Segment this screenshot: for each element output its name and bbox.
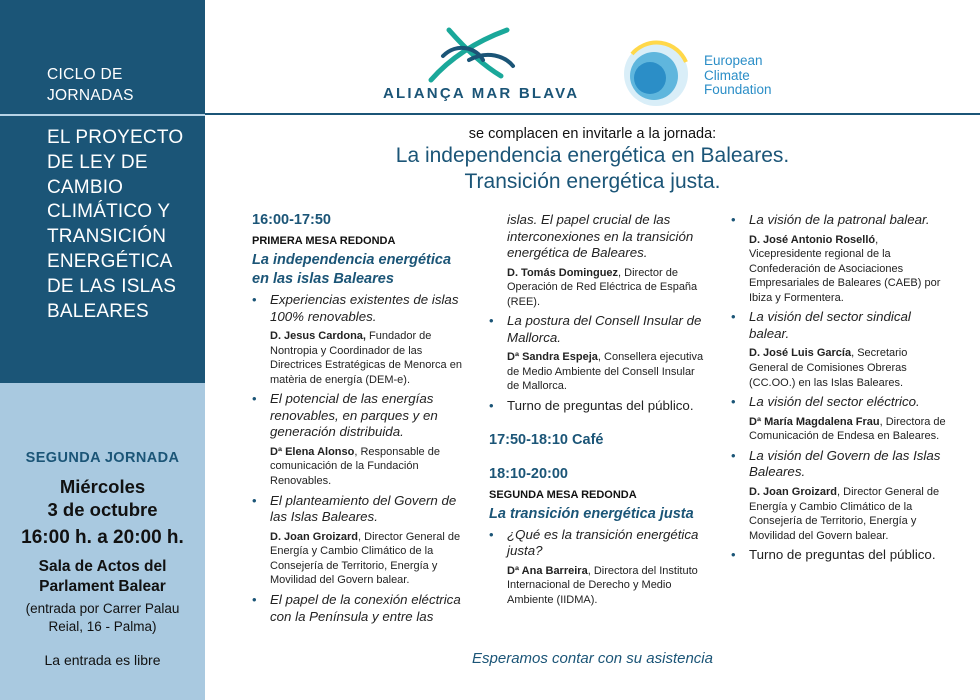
series-panel [0, 0, 205, 383]
speaker: Dª Elena Alonso, Responsable de comunicación de la Fundación Renovables. [270, 445, 440, 488]
program-column-1 [252, 212, 467, 625]
topic: La visión del sector eléctrico. [749, 394, 920, 410]
topic: ¿Qué es la transición energética justa? [507, 526, 699, 559]
questions-turn: Turno de preguntas del público. [507, 398, 694, 414]
bullet-icon: • [731, 212, 736, 227]
header-divider [205, 113, 980, 115]
topic: La postura del Consell Insular de Mallorca. [507, 313, 702, 345]
event-title: La independencia energética en Baleares. Transición energética justa. [395, 144, 790, 193]
session-time: 18:10-20:00 [489, 465, 568, 482]
speaker: D. José Luis García, Secretario General de Comisiones Obreras (CC.OO.) en las Islas Baleares. [749, 347, 908, 389]
bullet-icon: • [252, 592, 257, 608]
program-item [731, 309, 946, 390]
speaker: D. Joan Groizard, Director General de Energía y Cambio Climático de la Consejería de Territorio, Energía y Movilidad del Govern balear. [749, 485, 940, 542]
alianca-mar-blava-wordmark: ALIANÇA MAR BLAVA [383, 85, 580, 102]
speaker: Dª Sandra Espeja, Consellera ejecutiva de Medio Ambiente del Consell Insular de Mallorca. [507, 351, 704, 393]
bullet-icon: • [489, 398, 494, 414]
bullet-icon: • [731, 309, 736, 325]
bullet-icon: • [252, 492, 257, 508]
program-column-2 [489, 212, 709, 611]
free-entry-note: La entrada es libre [44, 652, 161, 668]
program-item [731, 394, 946, 444]
bullet-icon: • [731, 547, 736, 563]
program-item [489, 313, 709, 394]
alianca-mar-blava-symbol-icon [383, 24, 563, 84]
topic: La visión del Govern de las Islas Baleares. [749, 447, 941, 480]
bullet-icon: • [489, 313, 494, 329]
topic: La visión de la patronal balear. [749, 212, 930, 227]
speaker: D. Tomás Dominguez, Director de Operación de Red Eléctrica de España (REE). [507, 266, 698, 308]
european-climate-foundation-logo [620, 38, 810, 108]
event-hours: 16:00 h. a 20:00 h. [21, 527, 184, 548]
event-date: Miércoles 3 de octubre [47, 476, 158, 520]
program-item [252, 292, 467, 387]
bullet-icon: • [252, 292, 257, 307]
program-item [731, 448, 946, 543]
topic: La visión del sector sindical balear. [749, 309, 911, 341]
ecf-wordmark: European Climate Foundation [704, 53, 772, 97]
speaker: D. Joan Groizard, Director General de Energía y Cambio Climático de la Consejería de Territorio, Energía y Movilidad del Govern balear. [270, 530, 461, 587]
topic: El planteamiento del Govern de las Islas Baleares. [270, 492, 457, 525]
questions-turn: Turno de preguntas del público. [749, 547, 936, 563]
closing-message: Esperamos contar con su asistencia [472, 650, 713, 667]
jornada-label: SEGUNDA JORNADA [25, 450, 180, 466]
program-item [489, 398, 709, 415]
program-column-3 [731, 212, 946, 564]
alianca-mar-blava-logo [383, 24, 580, 104]
round-table-title: La independencia energética en las islas Baleares [252, 252, 452, 287]
topic: Experiencias existentes de islas 100% renovables. [270, 292, 459, 324]
topic: islas. El papel crucial de las interconexiones en la transición energética de Baleares. [507, 212, 694, 260]
speaker: Dª María Magdalena Frau, Directora de Comunicación de Endesa en Baleares. [749, 415, 946, 443]
program-item [731, 212, 946, 305]
topic: El papel de la conexión eléctrica con la Península y entre las [270, 592, 461, 624]
program-item [731, 547, 946, 564]
program-item [252, 391, 467, 488]
project-title: EL PROYECTO DE LEY DE CAMBIO CLIMÁTICO Y TRANSICIÓN ENERGÉTICA DE LAS ISLAS BALEARES [47, 127, 184, 322]
speaker: D. Jesus Cardona, Fundador de Nontropia y Coordinador de las Directrices Estratégicas de Menorca en matèria de energía (DEM-e). [270, 330, 462, 386]
speaker: D. José Antonio Roselló, Vicepresidente regional de la Confederación de Asociaciones Empresariales de Baleares (CAEB) por Ibiza y Formentera. [749, 233, 941, 304]
round-table-label: PRIMERA MESA REDONDA [252, 235, 396, 247]
program-item-continued [489, 212, 709, 309]
ecf-globe-icon [620, 38, 696, 108]
invitation [205, 126, 980, 195]
session-time: 16:00-17:50 [252, 212, 331, 228]
series-label: CICLO DE JORNADAS [47, 66, 134, 104]
series-divider [0, 114, 205, 116]
bullet-icon: • [252, 391, 257, 407]
program-item [489, 527, 709, 608]
bullet-icon: • [731, 447, 736, 463]
bullet-icon: • [489, 526, 494, 542]
event-venue: Sala de Actos del Parlament Balear [38, 558, 167, 595]
round-table-label: SEGUNDA MESA REDONDA [489, 488, 637, 501]
speaker: Dª Ana Barreira, Directora del Instituto Internacional de Derecho y Medio Ambiente (IIDMA). [507, 564, 698, 606]
round-table-title: La transición energética justa [489, 505, 694, 522]
coffee-break: 17:50-18:10 Café [489, 431, 604, 448]
event-address: (entrada por Carrer Palau Reial, 16 - Palma) [25, 601, 180, 634]
bullet-icon: • [731, 394, 736, 410]
topic: El potencial de las energías renovables, en parques y en generación distribuida. [270, 391, 438, 440]
program-item [252, 493, 467, 588]
event-details-panel [0, 383, 205, 700]
invitation-intro: se complacen en invitarle a la jornada: [468, 126, 717, 142]
program-item [252, 592, 467, 625]
